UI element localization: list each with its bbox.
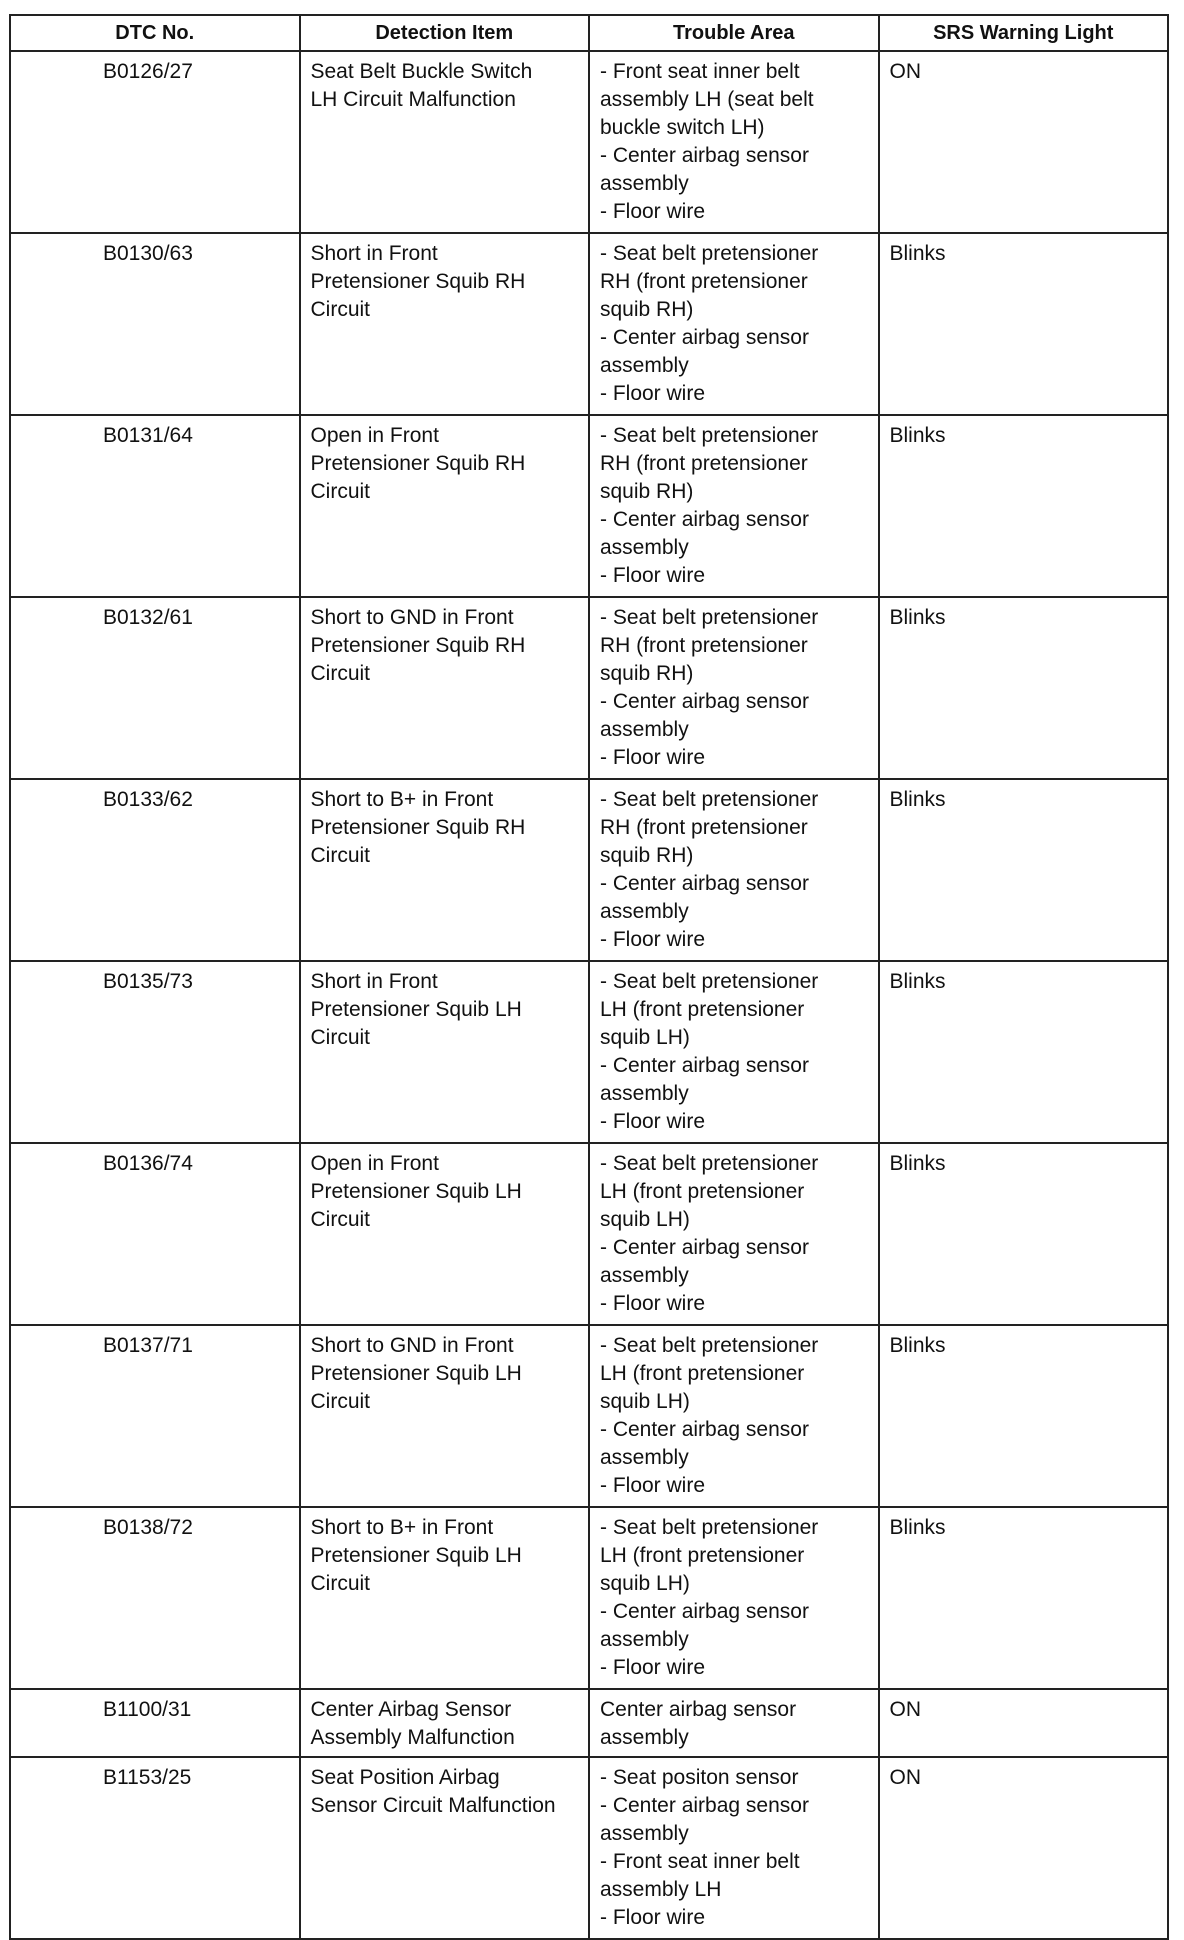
trouble-area-cell (589, 961, 879, 1143)
detection-line: Sensor Circuit Malfunction (310, 1794, 556, 1817)
detection-line: Short to GND in Front (310, 606, 514, 629)
detection-line: Circuit (310, 1390, 371, 1413)
srs-warning-light-value: Blinks (879, 233, 1169, 415)
trouble-area-line: LH (front pretensioner (600, 1362, 805, 1385)
detection-line: Short in Front (310, 970, 438, 993)
trouble-area-line: - Floor wire (600, 746, 706, 769)
detection-line: Assembly Malfunction (310, 1726, 515, 1749)
trouble-area-line: assembly (600, 354, 689, 377)
trouble-area-line: - Floor wire (600, 1474, 706, 1497)
trouble-area-line: assembly LH (600, 1878, 722, 1901)
table-row (10, 1689, 1168, 1757)
dtc-code: B0137/71 (10, 1325, 300, 1507)
trouble-area-line: - Seat belt pretensioner (600, 788, 819, 811)
trouble-area-line: - Center airbag sensor (600, 1418, 809, 1441)
detection-item-cell (300, 415, 590, 597)
dtc-code: B0135/73 (10, 961, 300, 1143)
trouble-area-cell (589, 779, 879, 961)
srs-warning-light-value: ON (879, 1689, 1169, 1757)
trouble-area-line: - Floor wire (600, 1656, 706, 1679)
detection-line: Pretensioner Squib RH (310, 816, 526, 839)
detection-line: Short to B+ in Front (310, 788, 494, 811)
trouble-area-line: - Floor wire (600, 1110, 706, 1133)
trouble-area-line: - Seat positon sensor (600, 1766, 799, 1789)
detection-line: Open in Front (310, 424, 439, 447)
detection-line: Circuit (310, 1026, 371, 1049)
table-row (10, 1325, 1168, 1507)
trouble-area-line: - Center airbag sensor (600, 872, 809, 895)
detection-line: Circuit (310, 480, 371, 503)
table-row (10, 1143, 1168, 1325)
trouble-area-line: - Center airbag sensor (600, 144, 809, 167)
trouble-area-line: squib LH) (600, 1572, 690, 1595)
table-row (10, 1507, 1168, 1689)
dtc-code: B1153/25 (10, 1757, 300, 1939)
trouble-area-cell (589, 415, 879, 597)
trouble-area-line: - Seat belt pretensioner (600, 1152, 819, 1175)
dtc-table-container (9, 14, 1169, 1940)
trouble-area-line: LH (front pretensioner (600, 1180, 805, 1203)
table-body (10, 51, 1168, 1939)
table-row (10, 415, 1168, 597)
dtc-table (9, 14, 1169, 1940)
srs-warning-light-value: ON (879, 51, 1169, 233)
trouble-area-line: assembly (600, 536, 689, 559)
trouble-area-line: squib RH) (600, 844, 694, 867)
table-row (10, 597, 1168, 779)
dtc-code: B0126/27 (10, 51, 300, 233)
trouble-area-cell (589, 1143, 879, 1325)
trouble-area-line: squib LH) (600, 1026, 690, 1049)
trouble-area-line: - Floor wire (600, 200, 706, 223)
trouble-area-cell (589, 51, 879, 233)
header-row (10, 15, 1168, 51)
detection-line: Center Airbag Sensor (310, 1698, 512, 1721)
detection-line: Circuit (310, 662, 371, 685)
detection-line: Circuit (310, 1208, 371, 1231)
trouble-area-line: - Front seat inner belt (600, 1850, 800, 1873)
trouble-area-line: - Seat belt pretensioner (600, 606, 819, 629)
detection-item-cell (300, 1689, 590, 1757)
detection-line: Pretensioner Squib RH (310, 634, 526, 657)
trouble-area-line: - Center airbag sensor (600, 1600, 809, 1623)
trouble-area-line: assembly (600, 172, 689, 195)
detection-item-cell (300, 1757, 590, 1939)
srs-warning-light-value: Blinks (879, 961, 1169, 1143)
trouble-area-line: assembly (600, 1446, 689, 1469)
trouble-area-line: - Floor wire (600, 1292, 706, 1315)
srs-warning-light-value: ON (879, 1757, 1169, 1939)
trouble-area-cell (589, 1689, 879, 1757)
trouble-area-line: - Floor wire (600, 1906, 706, 1929)
trouble-area-line: RH (front pretensioner (600, 270, 808, 293)
detection-line: Circuit (310, 844, 371, 867)
trouble-area-cell (589, 1507, 879, 1689)
detection-line: Circuit (310, 298, 371, 321)
trouble-area-line: assembly (600, 1628, 689, 1651)
trouble-area-line: assembly LH (seat belt (600, 88, 814, 111)
detection-item-cell (300, 779, 590, 961)
dtc-code: B0131/64 (10, 415, 300, 597)
detection-item-cell (300, 51, 590, 233)
table-row (10, 779, 1168, 961)
detection-line: Open in Front (310, 1152, 439, 1175)
trouble-area-line: assembly (600, 1822, 689, 1845)
trouble-area-line: squib LH) (600, 1208, 690, 1231)
trouble-area-line: LH (front pretensioner (600, 998, 805, 1021)
trouble-area-cell (589, 1757, 879, 1939)
trouble-area-line: - Front seat inner belt (600, 60, 800, 83)
srs-warning-light-value: Blinks (879, 1325, 1169, 1507)
trouble-area-line: assembly (600, 1726, 689, 1749)
trouble-area-line: squib RH) (600, 298, 694, 321)
table-row (10, 51, 1168, 233)
detection-line: Pretensioner Squib LH (310, 998, 522, 1021)
trouble-area-line: - Center airbag sensor (600, 326, 809, 349)
table-row (10, 233, 1168, 415)
srs-warning-light-value: Blinks (879, 779, 1169, 961)
trouble-area-line: - Seat belt pretensioner (600, 424, 819, 447)
trouble-area-line: - Seat belt pretensioner (600, 242, 819, 265)
trouble-area-line: squib LH) (600, 1390, 690, 1413)
detection-line: Pretensioner Squib RH (310, 270, 526, 293)
detection-line: Short in Front (310, 242, 438, 265)
srs-warning-light-value: Blinks (879, 415, 1169, 597)
detection-line: Pretensioner Squib RH (310, 452, 526, 475)
detection-line: Short to B+ in Front (310, 1516, 494, 1539)
header-srs-warning-light: SRS Warning Light (879, 15, 1169, 51)
trouble-area-line: - Center airbag sensor (600, 1054, 809, 1077)
trouble-area-line: - Floor wire (600, 928, 706, 951)
table-row (10, 1757, 1168, 1939)
trouble-area-line: squib RH) (600, 480, 694, 503)
dtc-code: B0138/72 (10, 1507, 300, 1689)
srs-warning-light-value: Blinks (879, 1507, 1169, 1689)
trouble-area-line: RH (front pretensioner (600, 452, 808, 475)
header-trouble-area: Trouble Area (589, 15, 879, 51)
detection-line: Seat Position Airbag (310, 1766, 500, 1789)
trouble-area-line: - Center airbag sensor (600, 1794, 809, 1817)
detection-item-cell (300, 1143, 590, 1325)
trouble-area-line: assembly (600, 1264, 689, 1287)
srs-warning-light-value: Blinks (879, 1143, 1169, 1325)
trouble-area-line: - Center airbag sensor (600, 690, 809, 713)
trouble-area-line: - Floor wire (600, 382, 706, 405)
trouble-area-line: - Center airbag sensor (600, 1236, 809, 1259)
trouble-area-cell (589, 233, 879, 415)
trouble-area-line: - Seat belt pretensioner (600, 970, 819, 993)
dtc-code: B0133/62 (10, 779, 300, 961)
dtc-code: B0132/61 (10, 597, 300, 779)
trouble-area-line: buckle switch LH) (600, 116, 765, 139)
srs-warning-light-value: Blinks (879, 597, 1169, 779)
detection-item-cell (300, 233, 590, 415)
trouble-area-line: RH (front pretensioner (600, 634, 808, 657)
detection-item-cell (300, 961, 590, 1143)
trouble-area-cell (589, 1325, 879, 1507)
trouble-area-line: RH (front pretensioner (600, 816, 808, 839)
detection-line: Short to GND in Front (310, 1334, 514, 1357)
trouble-area-line: Center airbag sensor (600, 1698, 797, 1721)
trouble-area-line: - Seat belt pretensioner (600, 1516, 819, 1539)
detection-line: Pretensioner Squib LH (310, 1180, 522, 1203)
dtc-code: B0130/63 (10, 233, 300, 415)
trouble-area-line: - Seat belt pretensioner (600, 1334, 819, 1357)
detection-line: LH Circuit Malfunction (310, 88, 516, 111)
detection-item-cell (300, 1325, 590, 1507)
trouble-area-line: - Floor wire (600, 564, 706, 587)
table-row (10, 961, 1168, 1143)
trouble-area-line: assembly (600, 1082, 689, 1105)
trouble-area-line: squib RH) (600, 662, 694, 685)
dtc-code: B0136/74 (10, 1143, 300, 1325)
trouble-area-line: assembly (600, 900, 689, 923)
detection-line: Seat Belt Buckle Switch (310, 60, 533, 83)
dtc-code: B1100/31 (10, 1689, 300, 1757)
detection-line: Circuit (310, 1572, 371, 1595)
trouble-area-line: LH (front pretensioner (600, 1544, 805, 1567)
trouble-area-line: assembly (600, 718, 689, 741)
trouble-area-line: - Center airbag sensor (600, 508, 809, 531)
detection-item-cell (300, 597, 590, 779)
header-dtc-no: DTC No. (10, 15, 300, 51)
detection-item-cell (300, 1507, 590, 1689)
trouble-area-cell (589, 597, 879, 779)
detection-line: Pretensioner Squib LH (310, 1544, 522, 1567)
header-detection-item: Detection Item (300, 15, 590, 51)
detection-line: Pretensioner Squib LH (310, 1362, 522, 1385)
